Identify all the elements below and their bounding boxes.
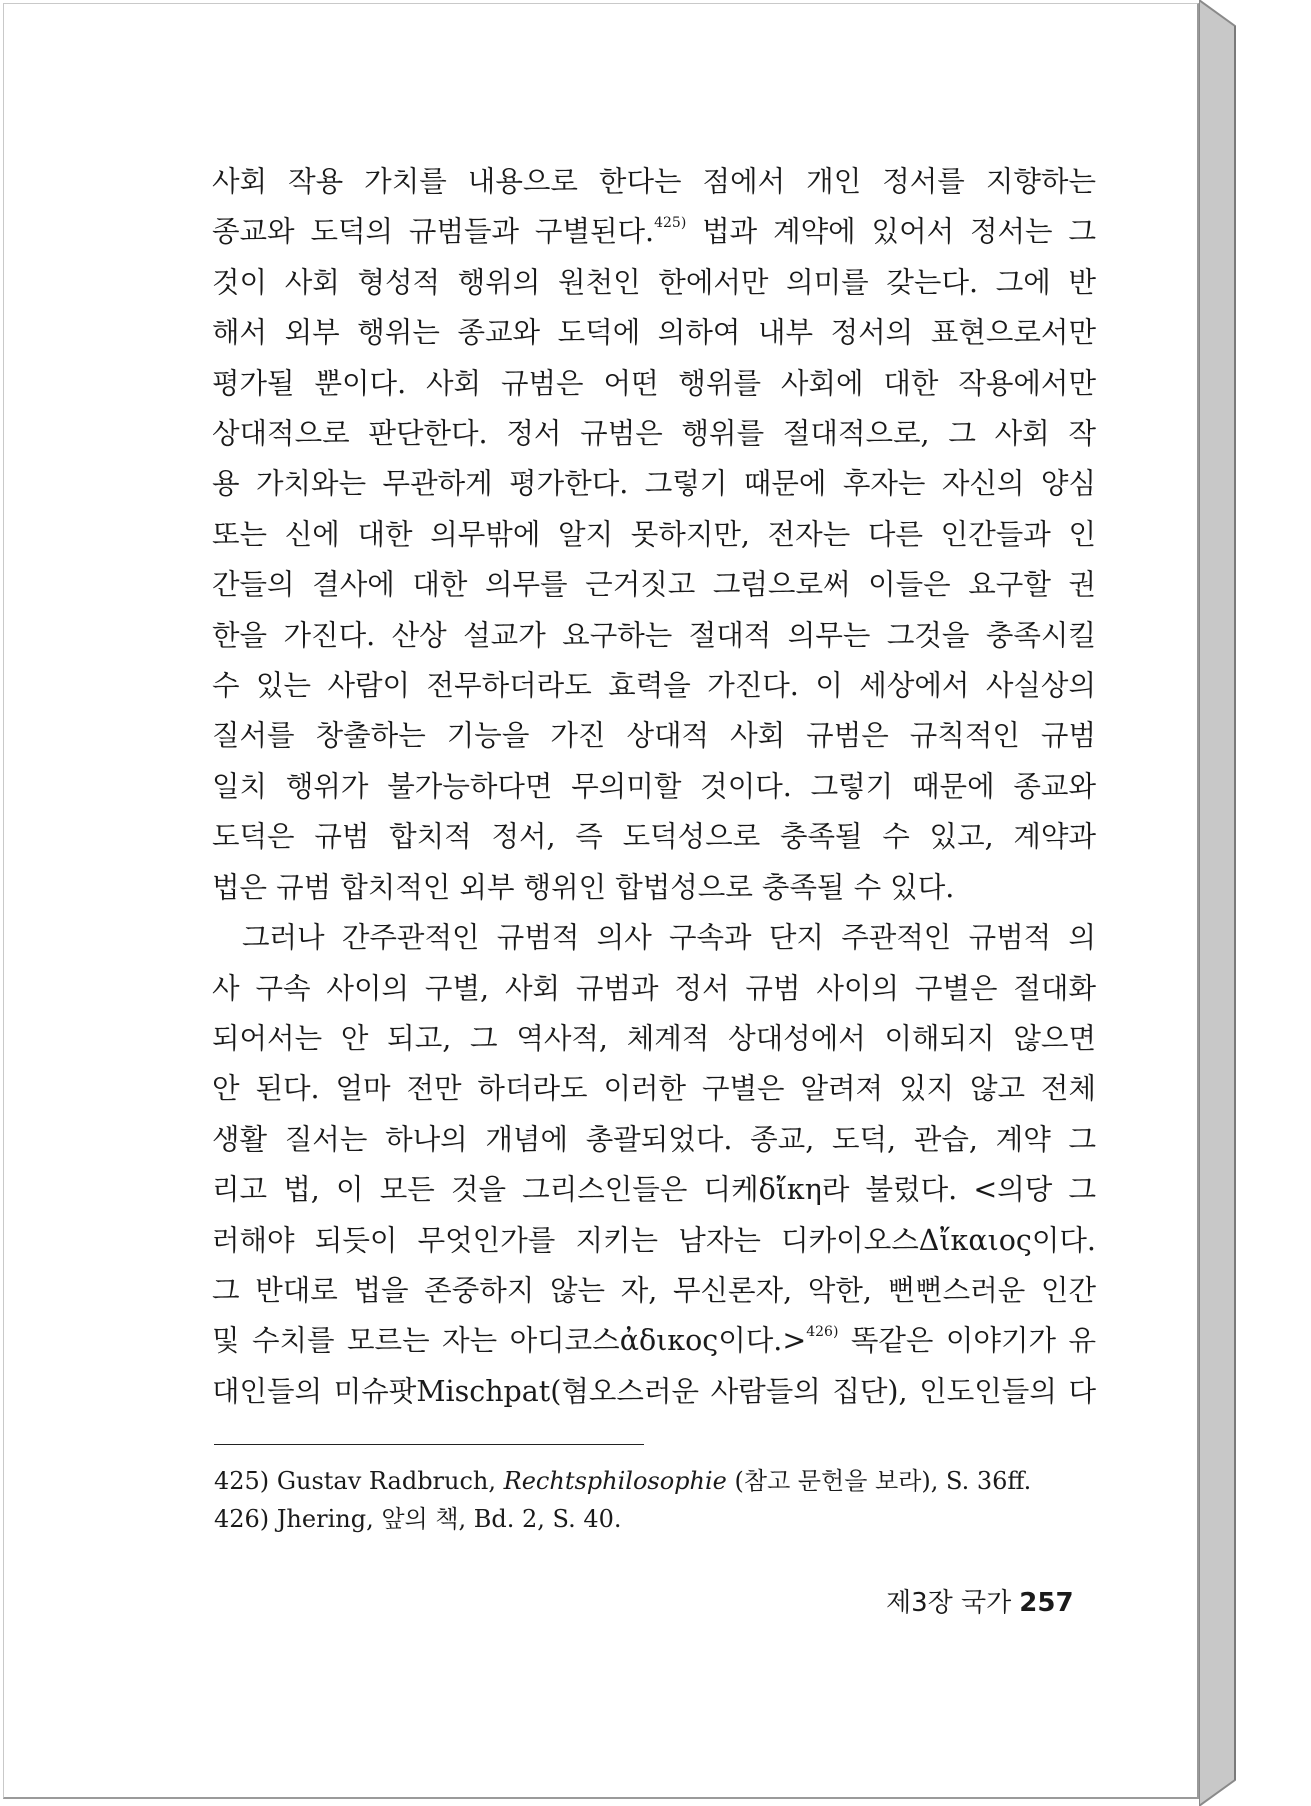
text-line: 상대적으로 판단한다. 정서 규범은 행위를 절대적으로, 그 사회 작 [212,417,1096,451]
footnote-text: Jhering, 앞의 책, Bd. 2, S. 40. [276,1505,622,1533]
running-head: 제3장 국가 [886,1588,1012,1618]
text-line: 일치 행위가 불가능하다면 무의미할 것이다. 그렇기 때문에 종교와 [212,769,1096,803]
text-line: 러해야 되듯이 무엇인가를 지키는 남자는 디카이오스Δἴκαιος이다. [212,1223,1096,1257]
text-line: 되어서는 안 되고, 그 역사적, 체계적 상대성에서 이해되지 않으면 [212,1021,1096,1055]
footnote-author: Gustav Radbruch, [276,1467,497,1495]
text-line: 대인들의 미슈팟Mischpat(혐오스러운 사람들의 집단), 인도인들의 다 [212,1374,1096,1408]
footnote-number: 425) [214,1467,270,1495]
text-line: 평가될 뿐이다. 사회 규범은 어떤 행위를 사회에 대한 작용에서만 [212,366,1096,400]
text-line: 것이 사회 형성적 행위의 원천인 한에서만 의미를 갖는다. 그에 반 [212,265,1096,299]
footnote-rest: (참고 문헌을 보라), S. 36ff. [734,1467,1032,1495]
footnote-divider [214,1444,644,1445]
text-line: 간들의 결사에 대한 의무를 근거짓고 그럼으로써 이들은 요구할 권 [212,568,1096,602]
main-text [212,157,1096,1417]
footnotes [214,1462,1031,1538]
text-line: 또는 신에 대한 의무밖에 알지 못하지만, 전자는 다른 인간들과 인 [212,517,1096,551]
text-line: 사회 작용 가치를 내용으로 한다는 점에서 개인 정서를 지향하는 [212,165,1096,198]
text-line-with-footnote [212,207,1096,257]
text-line-tail: 똑같은 이야기가 유 [838,1324,1096,1358]
text-line: 한을 가진다. 산상 설교가 요구하는 절대적 의무는 그것을 충족시킬 [212,618,1096,652]
text-line: 법은 규범 합치적인 외부 행위인 합법성으로 충족될 수 있다. [212,870,955,904]
text-line-tail: 법과 계약에 있어서 정서는 그 [686,215,1096,249]
text-line-head: 종교와 도덕의 규범들과 구별된다. [212,215,655,249]
text-line: 안 된다. 얼마 전만 하더라도 이러한 구별은 알려져 있지 않고 전체 [212,1072,1096,1106]
text-line: 리고 법, 이 모든 것을 그리스인들은 디케δἴκη라 불렀다. <의당 그 [212,1173,1096,1207]
footnote-426 [214,1500,1031,1538]
text-line-head: 및 수치를 모르는 자는 아디코스ἀδικος이다.> [212,1324,807,1358]
footnote-title: Rechtsphilosophie [503,1467,727,1495]
text-line: 용 가치와는 무관하게 평가한다. 그렇기 때문에 후자는 자신의 양심 [212,467,1096,501]
footnote-ref-426[interactable]: 426) [806,1324,839,1341]
text-line: 그 반대로 법을 존중하지 않는 자, 무신론자, 악한, 뻔뻔스러운 인간 [212,1273,1096,1307]
text-line-with-footnote [212,1316,1096,1366]
text-line: 도덕은 규범 합치적 정서, 즉 도덕성으로 충족될 수 있고, 계약과 [212,820,1096,854]
page-number: 257 [1019,1588,1074,1618]
footnote-number: 426) [214,1505,270,1533]
text-line: 질서를 창출하는 기능을 가진 상대적 사회 규범은 규칙적인 규범 [212,719,1096,753]
footnote-425 [214,1462,1031,1500]
text-line: 생활 질서는 하나의 개념에 총괄되었다. 종교, 도덕, 관습, 계약 그 [212,1122,1096,1156]
paragraph-start-line: 그러나 간주관적인 규범적 의사 구속과 단지 주관적인 규범적 의 [242,921,1096,955]
page-footer [886,1582,1074,1619]
footnote-ref-425[interactable]: 425) [654,215,687,232]
book-spine-edge [1199,0,1247,1806]
text-line: 사 구속 사이의 구별, 사회 규범과 정서 규범 사이의 구별은 절대화 [212,971,1096,1005]
text-line: 수 있는 사람이 전무하더라도 효력을 가진다. 이 세상에서 사실상의 [212,669,1096,703]
text-line: 해서 외부 행위는 종교와 도덕에 의하여 내부 정서의 표현으로서만 [212,316,1096,350]
